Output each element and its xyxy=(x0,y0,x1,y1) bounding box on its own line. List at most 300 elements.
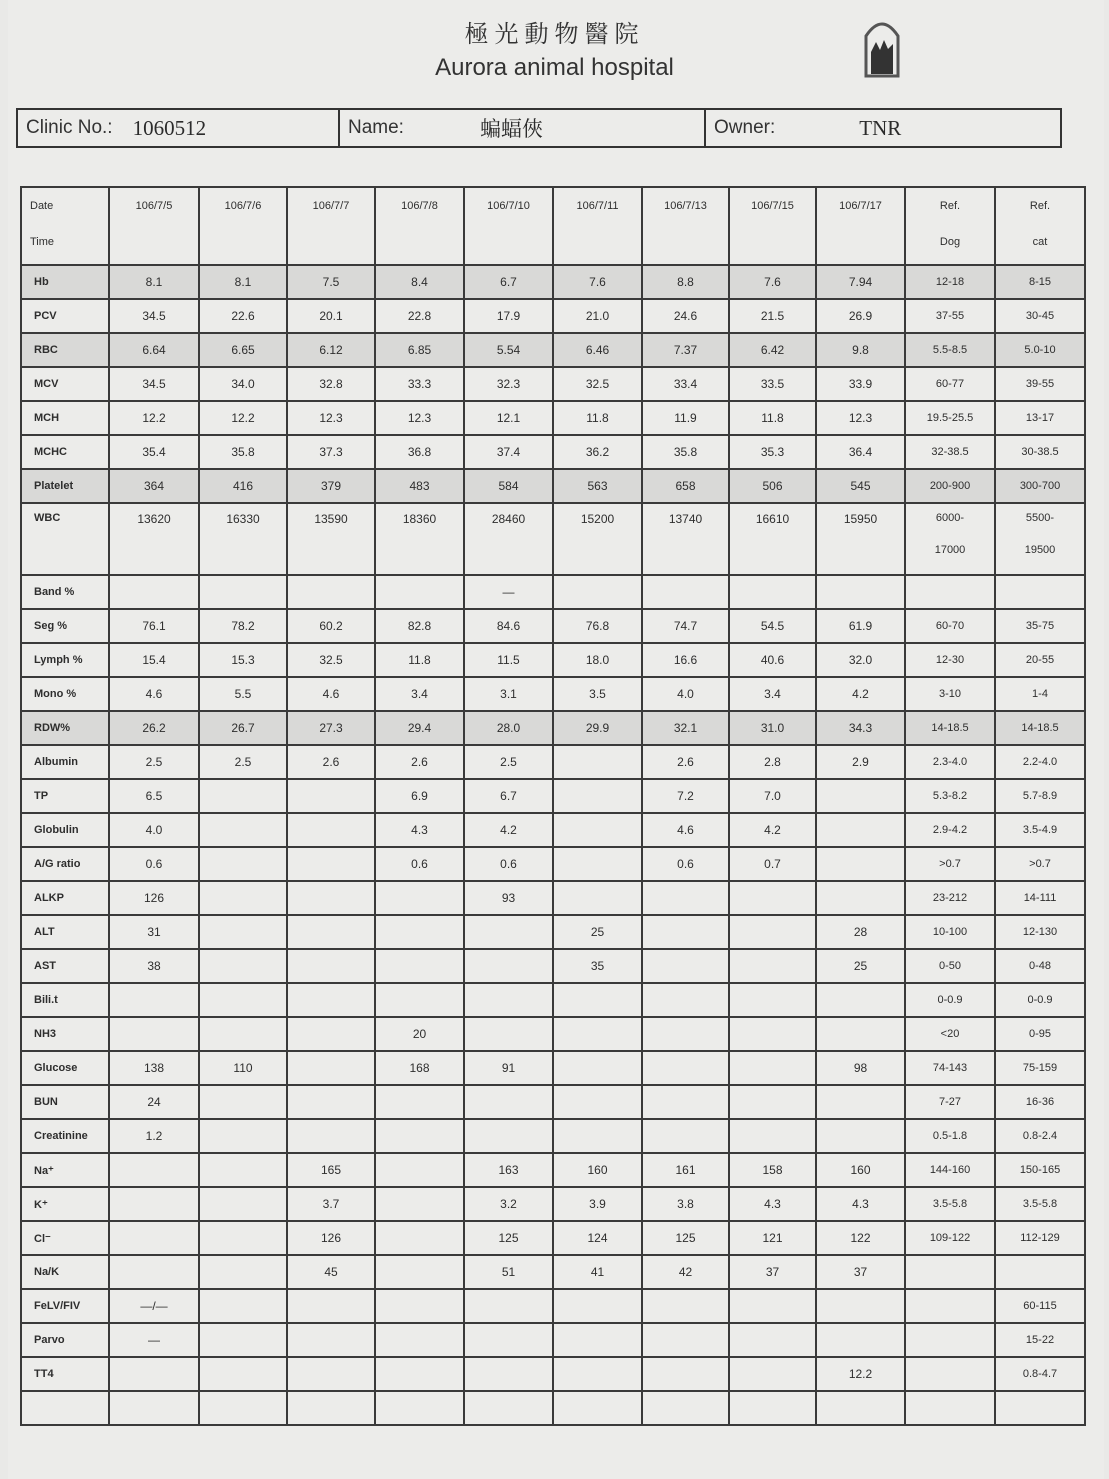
ref-cat-cell: 15-22 xyxy=(995,1323,1085,1357)
result-cell xyxy=(199,813,287,847)
result-cell: 161 xyxy=(642,1153,729,1187)
result-cell: 35.8 xyxy=(199,435,287,469)
row-label: TP xyxy=(21,779,109,813)
ref-dog-cell: 5.3-8.2 xyxy=(905,779,995,813)
result-cell: 2.6 xyxy=(642,745,729,779)
result-cell: 78.2 xyxy=(199,609,287,643)
date-label: 106/7/17 xyxy=(839,200,882,212)
table-row xyxy=(21,1187,1085,1221)
result-cell: 74.7 xyxy=(642,609,729,643)
result-cell: 12.3 xyxy=(375,401,464,435)
result-cell: 20.1 xyxy=(287,299,375,333)
result-cell: 584 xyxy=(464,469,553,503)
result-cell xyxy=(816,1017,905,1051)
lab-results-table xyxy=(20,186,1086,1426)
table-row xyxy=(21,1153,1085,1187)
result-cell: 16610 xyxy=(729,503,816,575)
result-cell xyxy=(464,1323,553,1357)
result-cell: 3.7 xyxy=(287,1187,375,1221)
result-cell: 29.9 xyxy=(553,711,642,745)
result-cell xyxy=(375,1323,464,1357)
ref-cat-cell: 300-700 xyxy=(995,469,1085,503)
result-cell: 34.5 xyxy=(109,367,199,401)
result-cell xyxy=(816,1289,905,1323)
result-cell xyxy=(109,1017,199,1051)
owner-label: Owner: xyxy=(714,117,776,138)
result-cell: 36.4 xyxy=(816,435,905,469)
result-cell: 4.0 xyxy=(642,677,729,711)
result-cell xyxy=(199,1119,287,1153)
ref-cat-cell: 0-48 xyxy=(995,949,1085,983)
result-cell: 6.65 xyxy=(199,333,287,367)
result-cell xyxy=(375,949,464,983)
result-cell xyxy=(375,1391,464,1425)
ref-label: Ref. xyxy=(939,200,961,212)
name-field xyxy=(340,110,706,146)
result-cell xyxy=(816,1119,905,1153)
result-cell: 8.1 xyxy=(199,265,287,299)
ref-dog-cell: 7-27 xyxy=(905,1085,995,1119)
result-cell: 12.2 xyxy=(816,1357,905,1391)
result-cell xyxy=(287,915,375,949)
ref-cat-cell: 30-45 xyxy=(995,299,1085,333)
ref-cat-cell xyxy=(995,1255,1085,1289)
result-cell: 168 xyxy=(375,1051,464,1085)
result-cell: 0.6 xyxy=(464,847,553,881)
result-cell: 0.7 xyxy=(729,847,816,881)
result-cell: 11.9 xyxy=(642,401,729,435)
result-cell: 6.7 xyxy=(464,779,553,813)
table-row xyxy=(21,367,1085,401)
result-cell xyxy=(199,881,287,915)
result-cell xyxy=(642,949,729,983)
result-cell: 9.8 xyxy=(816,333,905,367)
table-row xyxy=(21,1323,1085,1357)
result-cell xyxy=(642,915,729,949)
result-cell xyxy=(642,1017,729,1051)
result-cell xyxy=(553,1323,642,1357)
result-cell: 126 xyxy=(287,1221,375,1255)
result-cell xyxy=(375,1187,464,1221)
ref-dog-cell: 5.5-8.5 xyxy=(905,333,995,367)
row-label: Bili.t xyxy=(21,983,109,1017)
row-label: MCHC xyxy=(21,435,109,469)
table-row xyxy=(21,711,1085,745)
ref-dog-cell: 19.5-25.5 xyxy=(905,401,995,435)
result-cell xyxy=(375,1119,464,1153)
row-label: ALT xyxy=(21,915,109,949)
ref-cat-cell: 0.8-2.4 xyxy=(995,1119,1085,1153)
row-label: Mono % xyxy=(21,677,109,711)
result-cell xyxy=(464,983,553,1017)
result-cell xyxy=(729,1391,816,1425)
result-cell: 28460 xyxy=(464,503,553,575)
ref-dog-cell: 37-55 xyxy=(905,299,995,333)
hospital-name-en: Aurora animal hospital xyxy=(435,54,674,81)
result-cell: 6.12 xyxy=(287,333,375,367)
row-label: Albumin xyxy=(21,745,109,779)
result-cell: 11.8 xyxy=(553,401,642,435)
result-cell xyxy=(816,1085,905,1119)
result-cell: 658 xyxy=(642,469,729,503)
result-cell: 3.2 xyxy=(464,1187,553,1221)
result-cell: 26.7 xyxy=(199,711,287,745)
ref-dog-cell: 0-0.9 xyxy=(905,983,995,1017)
result-cell xyxy=(642,1085,729,1119)
result-cell: 379 xyxy=(287,469,375,503)
name-value: 蝙蝠俠 xyxy=(479,117,543,141)
result-cell: 4.3 xyxy=(729,1187,816,1221)
row-label: Creatinine xyxy=(21,1119,109,1153)
result-cell: 4.3 xyxy=(816,1187,905,1221)
result-cell: 1.2 xyxy=(109,1119,199,1153)
hospital-logo-icon xyxy=(862,16,902,78)
result-cell: 25 xyxy=(553,915,642,949)
result-cell: 61.9 xyxy=(816,609,905,643)
table-row xyxy=(21,677,1085,711)
result-cell: —/— xyxy=(109,1289,199,1323)
row-label xyxy=(21,1391,109,1425)
result-cell: 42 xyxy=(642,1255,729,1289)
result-cell xyxy=(375,1289,464,1323)
result-cell xyxy=(199,915,287,949)
result-cell xyxy=(287,1289,375,1323)
result-cell: 34.5 xyxy=(109,299,199,333)
result-cell: 483 xyxy=(375,469,464,503)
result-cell xyxy=(109,575,199,609)
date-column-header xyxy=(816,187,905,265)
result-cell xyxy=(199,1323,287,1357)
result-cell xyxy=(199,983,287,1017)
result-cell: 2.6 xyxy=(287,745,375,779)
result-cell: 3.8 xyxy=(642,1187,729,1221)
owner-field xyxy=(706,110,1060,146)
result-cell xyxy=(375,1153,464,1187)
result-cell: 126 xyxy=(109,881,199,915)
result-cell: 84.6 xyxy=(464,609,553,643)
row-label: PCV xyxy=(21,299,109,333)
result-cell: 122 xyxy=(816,1221,905,1255)
result-cell xyxy=(553,1357,642,1391)
result-cell xyxy=(375,983,464,1017)
result-cell xyxy=(729,949,816,983)
ref-cat-cell: 0-95 xyxy=(995,1017,1085,1051)
result-cell: 12.2 xyxy=(109,401,199,435)
species-label: Dog xyxy=(939,236,961,248)
result-cell: 7.6 xyxy=(729,265,816,299)
table-row xyxy=(21,1085,1085,1119)
ref-dog-cell: 0.5-1.8 xyxy=(905,1119,995,1153)
row-label: AST xyxy=(21,949,109,983)
result-cell: 31 xyxy=(109,915,199,949)
result-cell: 165 xyxy=(287,1153,375,1187)
result-cell: 160 xyxy=(553,1153,642,1187)
table-row xyxy=(21,983,1085,1017)
date-label: 106/7/13 xyxy=(664,200,707,212)
result-cell xyxy=(553,1391,642,1425)
result-cell xyxy=(729,1323,816,1357)
result-cell xyxy=(553,779,642,813)
result-cell: 124 xyxy=(553,1221,642,1255)
table-row xyxy=(21,575,1085,609)
result-cell xyxy=(287,1391,375,1425)
result-cell: 7.0 xyxy=(729,779,816,813)
date-label: 106/7/15 xyxy=(751,200,794,212)
result-cell xyxy=(287,813,375,847)
row-label: MCV xyxy=(21,367,109,401)
ref-range-low: 5500- xyxy=(1025,512,1055,524)
result-cell xyxy=(553,745,642,779)
result-cell xyxy=(287,779,375,813)
ref-cat-cell: 16-36 xyxy=(995,1085,1085,1119)
result-cell: 20 xyxy=(375,1017,464,1051)
result-cell: 545 xyxy=(816,469,905,503)
result-cell: 13620 xyxy=(109,503,199,575)
result-cell: 24.6 xyxy=(642,299,729,333)
result-cell xyxy=(816,983,905,1017)
result-cell: 0.6 xyxy=(109,847,199,881)
result-cell: 17.9 xyxy=(464,299,553,333)
result-cell: 41 xyxy=(553,1255,642,1289)
result-cell: 37.3 xyxy=(287,435,375,469)
result-cell: — xyxy=(109,1323,199,1357)
ref-dog-cell: 12-30 xyxy=(905,643,995,677)
table-row xyxy=(21,1119,1085,1153)
result-cell: 4.2 xyxy=(816,677,905,711)
result-cell: 6.85 xyxy=(375,333,464,367)
ref-cat-header xyxy=(995,187,1085,265)
result-cell xyxy=(287,1357,375,1391)
result-cell xyxy=(553,1051,642,1085)
result-cell xyxy=(287,1323,375,1357)
result-cell: 37.4 xyxy=(464,435,553,469)
result-cell xyxy=(642,881,729,915)
date-time-header xyxy=(21,187,109,265)
result-cell: 13590 xyxy=(287,503,375,575)
result-cell: 32.5 xyxy=(287,643,375,677)
result-cell: 82.8 xyxy=(375,609,464,643)
result-cell xyxy=(729,1085,816,1119)
date-label: 106/7/7 xyxy=(312,200,350,212)
result-cell xyxy=(729,1119,816,1153)
result-cell xyxy=(464,915,553,949)
result-cell: 32.1 xyxy=(642,711,729,745)
table-row xyxy=(21,1051,1085,1085)
ref-cat-cell: 2.2-4.0 xyxy=(995,745,1085,779)
ref-dog-cell: 32-38.5 xyxy=(905,435,995,469)
result-cell xyxy=(199,1153,287,1187)
result-cell: 7.5 xyxy=(287,265,375,299)
ref-dog-cell xyxy=(905,1323,995,1357)
result-cell: 6.42 xyxy=(729,333,816,367)
row-label: Seg % xyxy=(21,609,109,643)
result-cell xyxy=(729,1289,816,1323)
result-cell: 16.6 xyxy=(642,643,729,677)
table-row xyxy=(21,299,1085,333)
result-cell xyxy=(375,1085,464,1119)
date-column-header xyxy=(729,187,816,265)
result-cell: 0.6 xyxy=(375,847,464,881)
result-cell: 125 xyxy=(464,1221,553,1255)
result-cell: 3.4 xyxy=(729,677,816,711)
result-cell xyxy=(816,575,905,609)
result-cell xyxy=(553,983,642,1017)
result-cell xyxy=(109,1221,199,1255)
result-cell xyxy=(199,847,287,881)
result-cell: 364 xyxy=(109,469,199,503)
clinic-no-value: 1060512 xyxy=(132,115,207,140)
result-cell xyxy=(109,1255,199,1289)
result-cell xyxy=(375,881,464,915)
result-cell: 28 xyxy=(816,915,905,949)
result-cell: 138 xyxy=(109,1051,199,1085)
result-cell: 12.3 xyxy=(287,401,375,435)
result-cell xyxy=(729,881,816,915)
clinic-no-label: Clinic No.: xyxy=(26,117,113,138)
result-cell xyxy=(375,1221,464,1255)
result-cell: 563 xyxy=(553,469,642,503)
result-cell: 8.8 xyxy=(642,265,729,299)
result-cell: 5.5 xyxy=(199,677,287,711)
result-cell xyxy=(199,1357,287,1391)
result-cell xyxy=(553,1017,642,1051)
result-cell: 35.8 xyxy=(642,435,729,469)
result-cell: 40.6 xyxy=(729,643,816,677)
row-label: Hb xyxy=(21,265,109,299)
ref-range-high: 17000 xyxy=(934,544,966,556)
result-cell: 98 xyxy=(816,1051,905,1085)
result-cell xyxy=(464,1119,553,1153)
result-cell xyxy=(729,1357,816,1391)
ref-cat-cell: 30-38.5 xyxy=(995,435,1085,469)
result-cell: 5.54 xyxy=(464,333,553,367)
result-cell: 28.0 xyxy=(464,711,553,745)
species-label: cat xyxy=(1032,236,1048,248)
result-cell xyxy=(553,1289,642,1323)
result-cell: 21.0 xyxy=(553,299,642,333)
ref-cat-cell: 14-111 xyxy=(995,881,1085,915)
row-label: Globulin xyxy=(21,813,109,847)
result-cell xyxy=(375,575,464,609)
result-cell: 12.2 xyxy=(199,401,287,435)
date-column-header xyxy=(109,187,199,265)
table-row xyxy=(21,265,1085,299)
ref-dog-cell: 2.9-4.2 xyxy=(905,813,995,847)
ref-cat-cell: 0.8-4.7 xyxy=(995,1357,1085,1391)
result-cell xyxy=(464,1085,553,1119)
result-cell xyxy=(729,1017,816,1051)
row-label: Na/K xyxy=(21,1255,109,1289)
result-cell xyxy=(816,847,905,881)
date-header-label: Date xyxy=(30,200,54,212)
result-cell: 3.4 xyxy=(375,677,464,711)
result-cell: 45 xyxy=(287,1255,375,1289)
result-cell xyxy=(642,1391,729,1425)
result-cell xyxy=(464,1391,553,1425)
result-cell xyxy=(199,575,287,609)
result-cell: 110 xyxy=(199,1051,287,1085)
result-cell: 15.4 xyxy=(109,643,199,677)
result-cell: 125 xyxy=(642,1221,729,1255)
result-cell xyxy=(816,1323,905,1357)
result-cell: 4.6 xyxy=(642,813,729,847)
row-label: Glucose xyxy=(21,1051,109,1085)
result-cell xyxy=(287,1085,375,1119)
result-cell xyxy=(729,915,816,949)
ref-range-low: 6000- xyxy=(935,512,965,524)
row-label: Lymph % xyxy=(21,643,109,677)
result-cell: 32.5 xyxy=(553,367,642,401)
result-cell: 25 xyxy=(816,949,905,983)
row-label: TT4 xyxy=(21,1357,109,1391)
result-cell xyxy=(642,1357,729,1391)
result-cell xyxy=(199,1289,287,1323)
date-label: 106/7/5 xyxy=(135,200,173,212)
result-cell: 3.1 xyxy=(464,677,553,711)
result-cell xyxy=(553,881,642,915)
ref-dog-cell xyxy=(905,503,995,575)
result-cell: 163 xyxy=(464,1153,553,1187)
result-cell: 4.2 xyxy=(729,813,816,847)
ref-cat-cell xyxy=(995,1391,1085,1425)
result-cell: 7.6 xyxy=(553,265,642,299)
result-cell xyxy=(287,881,375,915)
ref-dog-cell xyxy=(905,1255,995,1289)
result-cell xyxy=(375,1255,464,1289)
ref-dog-cell: >0.7 xyxy=(905,847,995,881)
result-cell: 0.6 xyxy=(642,847,729,881)
result-cell: 6.9 xyxy=(375,779,464,813)
time-header-label: Time xyxy=(30,236,55,248)
result-cell: 36.2 xyxy=(553,435,642,469)
result-cell xyxy=(816,779,905,813)
result-cell: 158 xyxy=(729,1153,816,1187)
table-row xyxy=(21,609,1085,643)
ref-cat-cell: 0-0.9 xyxy=(995,983,1085,1017)
ref-dog-cell: 60-70 xyxy=(905,609,995,643)
ref-dog-cell: 74-143 xyxy=(905,1051,995,1085)
ref-dog-cell: 144-160 xyxy=(905,1153,995,1187)
ref-dog-cell: 14-18.5 xyxy=(905,711,995,745)
table-row xyxy=(21,1391,1085,1425)
result-cell xyxy=(199,1391,287,1425)
ref-dog-cell: 10-100 xyxy=(905,915,995,949)
ref-dog-cell: 60-77 xyxy=(905,367,995,401)
result-cell xyxy=(109,1153,199,1187)
result-cell: 121 xyxy=(729,1221,816,1255)
result-cell: 2.8 xyxy=(729,745,816,779)
result-cell: 4.3 xyxy=(375,813,464,847)
result-cell xyxy=(816,1391,905,1425)
result-cell: 8.4 xyxy=(375,265,464,299)
row-label: A/G ratio xyxy=(21,847,109,881)
ref-cat-cell: 14-18.5 xyxy=(995,711,1085,745)
result-cell xyxy=(287,1017,375,1051)
date-column-header xyxy=(375,187,464,265)
table-row xyxy=(21,435,1085,469)
result-cell: 27.3 xyxy=(287,711,375,745)
result-cell xyxy=(287,949,375,983)
result-cell: 2.6 xyxy=(375,745,464,779)
table-row xyxy=(21,1017,1085,1051)
result-cell: 416 xyxy=(199,469,287,503)
result-cell: 3.5 xyxy=(553,677,642,711)
row-label: Cl⁻ xyxy=(21,1221,109,1255)
result-cell: 24 xyxy=(109,1085,199,1119)
result-cell: 37 xyxy=(729,1255,816,1289)
result-cell xyxy=(464,1017,553,1051)
result-cell: 33.5 xyxy=(729,367,816,401)
